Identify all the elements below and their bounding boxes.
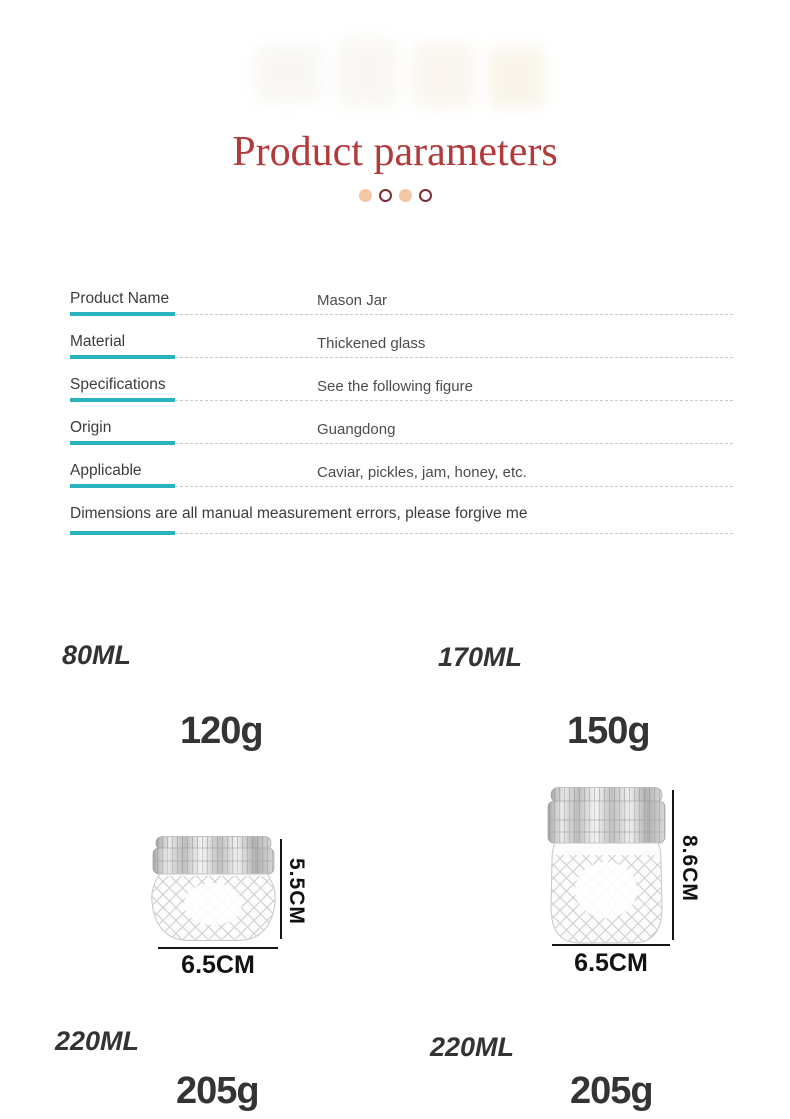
mason-jar-image-small	[150, 836, 277, 941]
row-label: Origin	[70, 419, 112, 436]
weight-label-220ml-left: 205g	[176, 1070, 259, 1112]
mason-jar-image-medium	[547, 787, 666, 944]
page-title: Product parameters	[232, 129, 558, 175]
weight-label-170ml: 150g	[567, 710, 650, 752]
height-dimension-label: 5.5CM	[285, 857, 308, 925]
row-label: Applicable	[70, 462, 142, 479]
height-dimension-line	[280, 839, 282, 939]
watermark-blob	[488, 46, 545, 108]
row-accent-underline	[70, 355, 175, 359]
width-dimension-label: 6.5CM	[574, 949, 648, 977]
weight-label-220ml-right: 205g	[570, 1070, 653, 1112]
row-label: Material	[70, 333, 126, 350]
row-value: Guangdong	[317, 421, 396, 438]
width-dimension-line	[552, 944, 670, 946]
row-value: Mason Jar	[317, 292, 388, 309]
carousel-dots	[0, 189, 790, 202]
row-value: Caviar, pickles, jam, honey, etc.	[317, 464, 527, 481]
measurement-note: Dimensions are all manual measurement errors, please forgive me	[70, 505, 528, 522]
row-accent-underline	[70, 531, 175, 535]
width-dimension-line	[158, 947, 278, 949]
row-accent-underline	[70, 312, 175, 316]
volume-label-170ml: 170ML	[438, 642, 523, 672]
table-row	[70, 419, 733, 462]
row-label: Specifications	[70, 376, 166, 393]
carousel-dot	[359, 189, 372, 202]
height-dimension-label: 8.6CM	[678, 834, 701, 902]
carousel-dot	[399, 189, 412, 202]
volume-label-220ml-left: 220ML	[55, 1026, 140, 1056]
weight-label-80ml: 120g	[180, 710, 263, 752]
volume-label-80ml: 80ML	[62, 640, 132, 670]
watermark	[255, 38, 545, 116]
spec-table	[70, 290, 733, 555]
table-row	[70, 462, 733, 505]
carousel-dot	[379, 189, 392, 202]
table-note-row	[70, 505, 733, 555]
watermark-blob	[337, 38, 398, 108]
row-value: See the following figure	[317, 378, 473, 395]
carousel-dot	[419, 189, 432, 202]
watermark-blob	[255, 44, 323, 104]
row-value: Thickened glass	[317, 335, 426, 352]
table-row	[70, 290, 733, 333]
row-accent-underline	[70, 484, 175, 488]
height-dimension-line	[672, 790, 674, 940]
row-accent-underline	[70, 441, 175, 445]
row-label: Product Name	[70, 290, 170, 307]
watermark-blob	[412, 42, 474, 108]
row-accent-underline	[70, 398, 175, 402]
volume-label-220ml-right: 220ML	[430, 1032, 515, 1062]
table-row	[70, 376, 733, 419]
table-row	[70, 333, 733, 376]
width-dimension-label: 6.5CM	[181, 951, 255, 979]
